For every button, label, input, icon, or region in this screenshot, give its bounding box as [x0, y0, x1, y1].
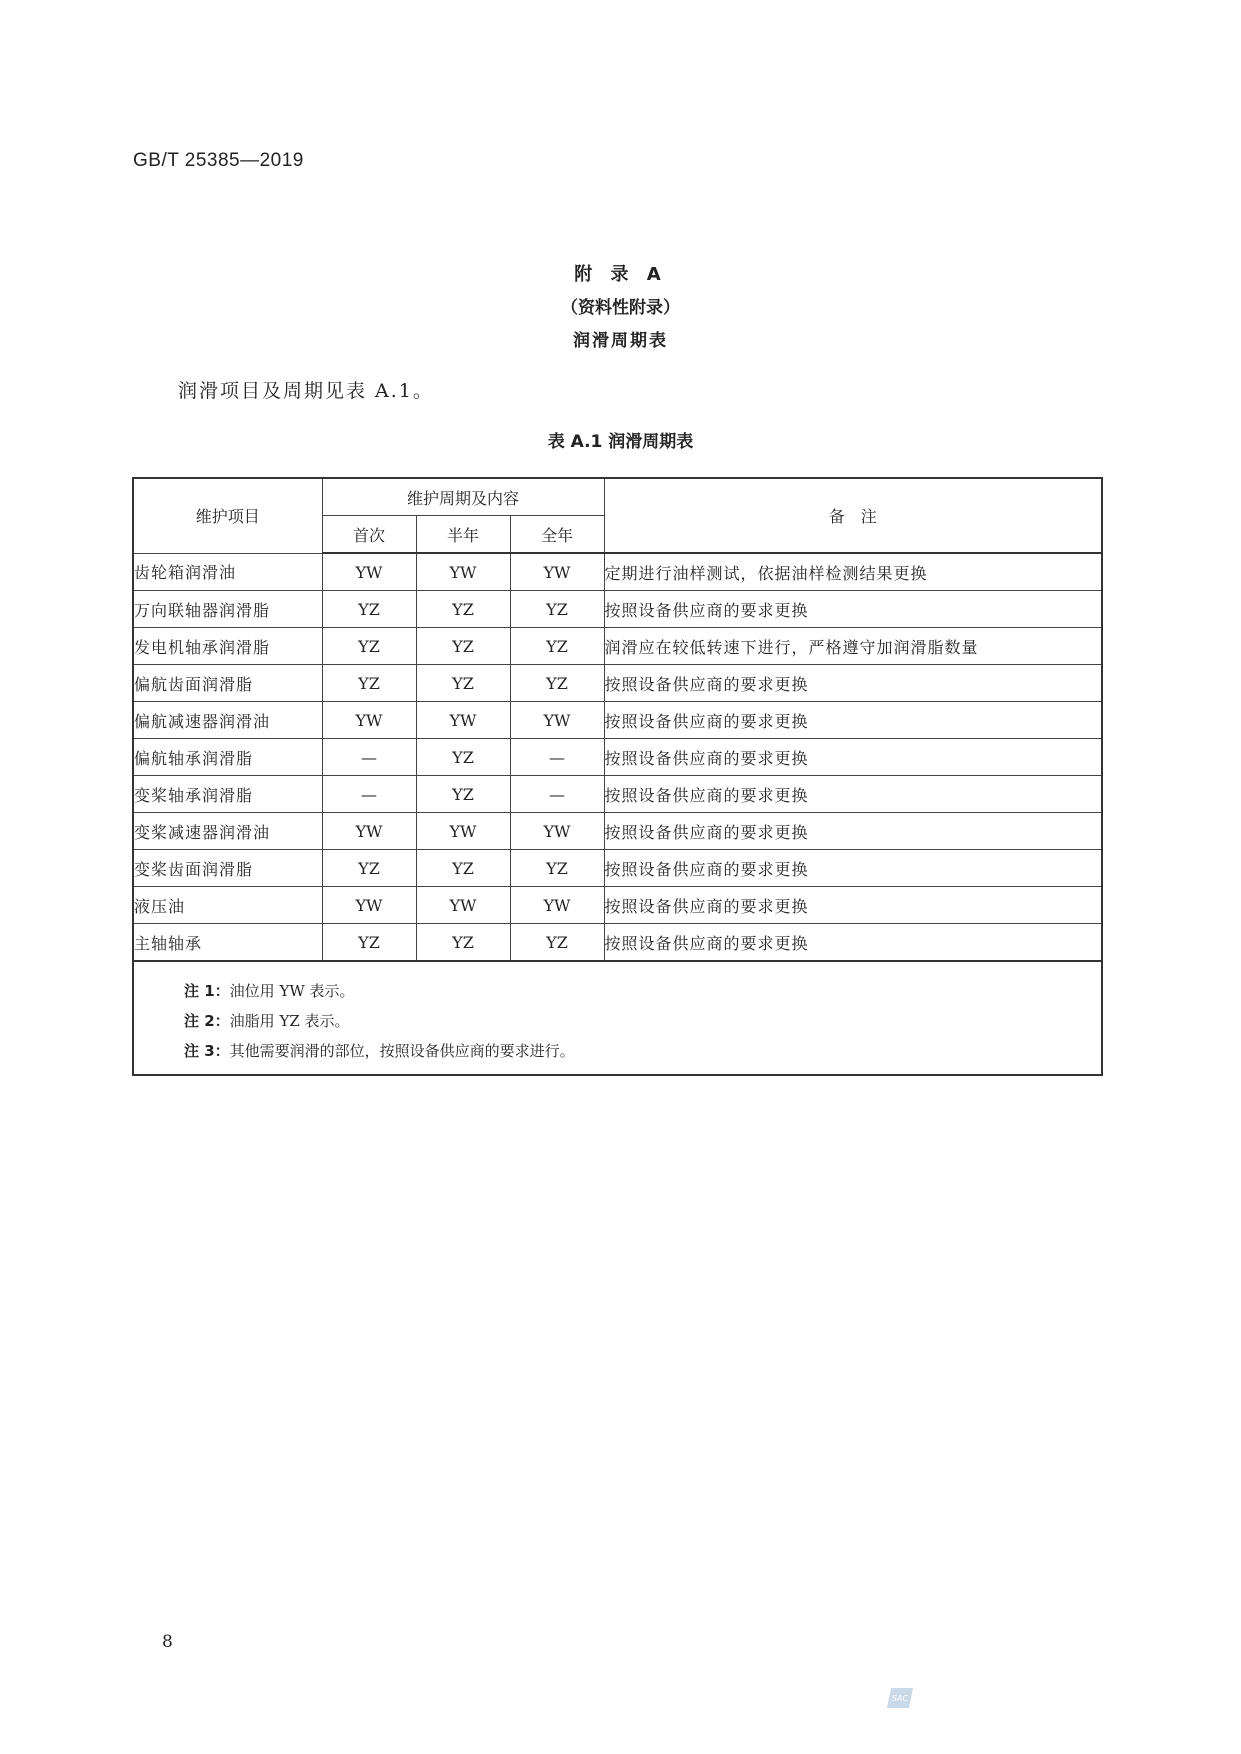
header-first: 首次	[322, 516, 416, 554]
table-row	[133, 887, 1102, 924]
row-item: 主轴轴承	[133, 924, 322, 962]
table-row	[133, 924, 1102, 962]
row-half-year: YZ	[416, 924, 510, 962]
row-first: YZ	[322, 665, 416, 702]
row-half-year: YZ	[416, 665, 510, 702]
row-item: 变桨轴承润滑脂	[133, 776, 322, 813]
row-full-year: —	[510, 776, 604, 813]
row-first: —	[322, 776, 416, 813]
row-first: YW	[322, 887, 416, 924]
row-remark: 按照设备供应商的要求更换	[604, 924, 1102, 962]
row-full-year: YZ	[510, 628, 604, 665]
row-half-year: YW	[416, 553, 510, 591]
header-item: 维护项目	[133, 478, 322, 553]
intro-paragraph: 润滑项目及周期见表 A.1。	[178, 380, 434, 402]
table-row	[133, 702, 1102, 739]
row-first: YZ	[322, 591, 416, 628]
row-remark: 按照设备供应商的要求更换	[604, 776, 1102, 813]
row-half-year: YZ	[416, 628, 510, 665]
row-remark: 定期进行油样测试，依据油样检测结果更换	[604, 553, 1102, 591]
appendix-type: （资料性附录）	[561, 298, 680, 318]
note-label: 注 3：	[184, 1042, 230, 1060]
row-half-year: YZ	[416, 591, 510, 628]
row-full-year: YZ	[510, 591, 604, 628]
row-first: YW	[322, 553, 416, 591]
row-remark: 按照设备供应商的要求更换	[604, 665, 1102, 702]
row-full-year: YW	[510, 813, 604, 850]
note-text: 油位用 YW 表示。	[229, 982, 355, 1000]
row-half-year: YW	[416, 887, 510, 924]
table-row	[133, 591, 1102, 628]
table-caption: 表 A.1 润滑周期表	[547, 432, 694, 452]
page-number: 8	[162, 1632, 173, 1652]
table-row	[133, 665, 1102, 702]
notes-row	[133, 961, 1102, 1075]
row-remark: 按照设备供应商的要求更换	[604, 813, 1102, 850]
table-row	[133, 628, 1102, 665]
note-label: 注 2：	[184, 1012, 230, 1030]
row-half-year: YZ	[416, 850, 510, 887]
row-item: 齿轮箱润滑油	[133, 553, 322, 591]
row-remark: 按照设备供应商的要求更换	[604, 739, 1102, 776]
row-remark: 按照设备供应商的要求更换	[604, 887, 1102, 924]
row-first: YZ	[322, 628, 416, 665]
row-remark: 按照设备供应商的要求更换	[604, 850, 1102, 887]
row-half-year: YZ	[416, 739, 510, 776]
row-full-year: YW	[510, 887, 604, 924]
header-half-year: 半年	[416, 516, 510, 554]
row-remark: 按照设备供应商的要求更换	[604, 702, 1102, 739]
row-full-year: YZ	[510, 850, 604, 887]
note-text: 油脂用 YZ 表示。	[229, 1012, 350, 1030]
lubrication-table	[132, 477, 1103, 1076]
row-full-year: —	[510, 739, 604, 776]
sac-logo-text: SAC	[891, 1694, 909, 1703]
note-line	[184, 1036, 1101, 1066]
row-first: YZ	[322, 924, 416, 962]
row-item: 偏航减速器润滑油	[133, 702, 322, 739]
row-first: YW	[322, 813, 416, 850]
row-item: 变桨齿面润滑脂	[133, 850, 322, 887]
row-remark: 按照设备供应商的要求更换	[604, 591, 1102, 628]
row-item: 液压油	[133, 887, 322, 924]
note-line	[184, 976, 1101, 1006]
standard-code: GB/T 25385—2019	[133, 150, 304, 171]
row-item: 偏航轴承润滑脂	[133, 739, 322, 776]
table-row	[133, 739, 1102, 776]
row-half-year: YW	[416, 702, 510, 739]
table-row	[133, 776, 1102, 813]
header-remark: 备 注	[604, 478, 1102, 553]
row-first: —	[322, 739, 416, 776]
row-item: 变桨减速器润滑油	[133, 813, 322, 850]
row-half-year: YW	[416, 813, 510, 850]
row-remark: 润滑应在较低转速下进行，严格遵守加润滑脂数量	[604, 628, 1102, 665]
row-item: 万向联轴器润滑脂	[133, 591, 322, 628]
note-line	[184, 1006, 1101, 1036]
row-full-year: YW	[510, 702, 604, 739]
row-full-year: YZ	[510, 665, 604, 702]
table-row	[133, 813, 1102, 850]
appendix-name: 润滑周期表	[573, 331, 668, 351]
row-item: 发电机轴承润滑脂	[133, 628, 322, 665]
sac-logo-icon	[885, 1686, 915, 1710]
header-period-group: 维护周期及内容	[322, 478, 604, 516]
table-row	[133, 850, 1102, 887]
note-text: 其他需要润滑的部位，按照设备供应商的要求进行。	[229, 1042, 575, 1060]
notes-cell	[133, 961, 1102, 1075]
table-row	[133, 553, 1102, 591]
row-full-year: YW	[510, 553, 604, 591]
note-label: 注 1：	[184, 982, 230, 1000]
row-first: YZ	[322, 850, 416, 887]
row-item: 偏航齿面润滑脂	[133, 665, 322, 702]
row-first: YW	[322, 702, 416, 739]
header-full-year: 全年	[510, 516, 604, 554]
row-half-year: YZ	[416, 776, 510, 813]
row-full-year: YZ	[510, 924, 604, 962]
appendix-title: 附 录 A	[574, 264, 667, 285]
